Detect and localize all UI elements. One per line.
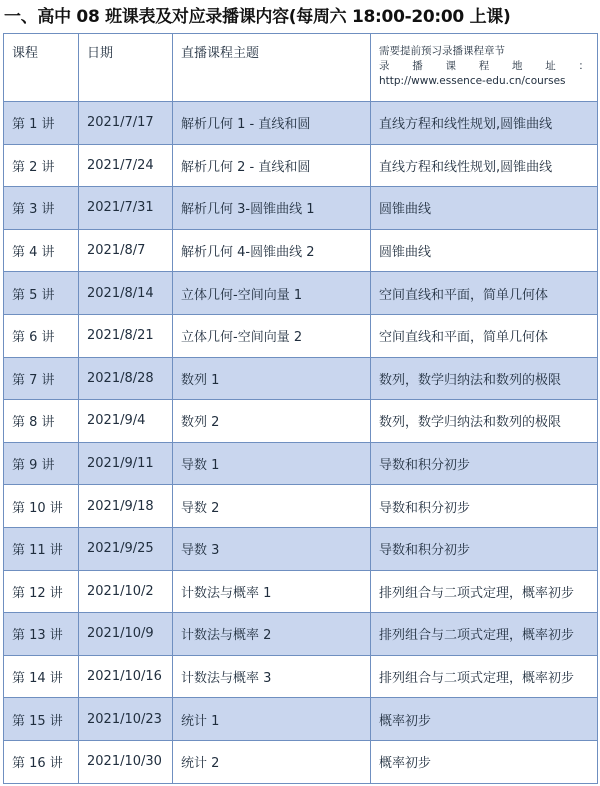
page-title: 一、高中 08 班课表及对应录播课内容(每周六 18:00-20:00 上课) bbox=[4, 7, 511, 27]
cell-date: 2021/10/2 bbox=[79, 570, 173, 613]
cell-date: 2021/7/17 bbox=[79, 102, 173, 145]
cell-recorded: 导数和积分初步 bbox=[371, 527, 598, 570]
cell-topic: 导数 2 bbox=[173, 485, 371, 528]
table-row bbox=[4, 698, 598, 741]
table-row bbox=[4, 144, 598, 187]
cell-lesson: 第 10 讲 bbox=[4, 485, 79, 528]
table-row bbox=[4, 527, 598, 570]
cell-topic: 立体几何-空间向量 2 bbox=[173, 314, 371, 357]
cell-recorded: 空间直线和平面，简单几何体 bbox=[371, 272, 598, 315]
header-topic: 直播课程主题 bbox=[173, 34, 371, 102]
cell-date: 2021/10/23 bbox=[79, 698, 173, 741]
cell-topic: 解析几何 1 - 直线和圆 bbox=[173, 102, 371, 145]
cell-lesson: 第 5 讲 bbox=[4, 272, 79, 315]
cell-date: 2021/9/25 bbox=[79, 527, 173, 570]
cell-date: 2021/7/31 bbox=[79, 187, 173, 230]
cell-recorded: 直线方程和线性规划,圆锥曲线 bbox=[371, 144, 598, 187]
cell-recorded: 直线方程和线性规划,圆锥曲线 bbox=[371, 102, 598, 145]
cell-lesson: 第 16 讲 bbox=[4, 740, 79, 783]
cell-lesson: 第 3 讲 bbox=[4, 187, 79, 230]
cell-lesson: 第 13 讲 bbox=[4, 613, 79, 656]
cell-topic: 立体几何-空间向量 1 bbox=[173, 272, 371, 315]
cell-lesson: 第 14 讲 bbox=[4, 655, 79, 698]
table-row bbox=[4, 613, 598, 656]
cell-date: 2021/9/18 bbox=[79, 485, 173, 528]
header-recorded-line1: 需要提前预习录播课程章节 bbox=[379, 45, 505, 57]
header-date: 日期 bbox=[79, 34, 173, 102]
courses-url: http://www.essence-edu.cn/courses bbox=[379, 75, 566, 87]
table-row bbox=[4, 570, 598, 613]
cell-topic: 导数 3 bbox=[173, 527, 371, 570]
header-recorded-line2 bbox=[379, 59, 597, 74]
cell-date: 2021/10/16 bbox=[79, 655, 173, 698]
cell-lesson: 第 4 讲 bbox=[4, 229, 79, 272]
cell-recorded: 空间直线和平面，简单几何体 bbox=[371, 314, 598, 357]
table-row bbox=[4, 187, 598, 230]
cell-topic: 计数法与概率 2 bbox=[173, 613, 371, 656]
cell-recorded: 导数和积分初步 bbox=[371, 442, 598, 485]
schedule-table bbox=[3, 33, 598, 784]
cell-topic: 计数法与概率 3 bbox=[173, 655, 371, 698]
cell-date: 2021/8/21 bbox=[79, 314, 173, 357]
cell-recorded: 数列，数学归纳法和数列的极限 bbox=[371, 400, 598, 443]
header-recorded bbox=[371, 34, 598, 102]
cell-recorded: 导数和积分初步 bbox=[371, 485, 598, 528]
table-row bbox=[4, 442, 598, 485]
cell-recorded: 数列，数学归纳法和数列的极限 bbox=[371, 357, 598, 400]
cell-recorded: 概率初步 bbox=[371, 740, 598, 783]
cell-date: 2021/10/30 bbox=[79, 740, 173, 783]
table-row bbox=[4, 400, 598, 443]
cell-recorded: 圆锥曲线 bbox=[371, 229, 598, 272]
table-row bbox=[4, 102, 598, 145]
cell-topic: 计数法与概率 1 bbox=[173, 570, 371, 613]
header-char: 播 bbox=[412, 60, 423, 72]
cell-lesson: 第 1 讲 bbox=[4, 102, 79, 145]
cell-recorded: 圆锥曲线 bbox=[371, 187, 598, 230]
table-row bbox=[4, 357, 598, 400]
cell-date: 2021/7/24 bbox=[79, 144, 173, 187]
cell-topic: 数列 1 bbox=[173, 357, 371, 400]
header-char: 地 bbox=[512, 60, 523, 72]
cell-lesson: 第 12 讲 bbox=[4, 570, 79, 613]
table-row bbox=[4, 314, 598, 357]
cell-date: 2021/10/9 bbox=[79, 613, 173, 656]
header-char: 址 bbox=[545, 60, 556, 72]
table-row bbox=[4, 655, 598, 698]
header-lesson: 课程 bbox=[4, 34, 79, 102]
cell-recorded: 概率初步 bbox=[371, 698, 598, 741]
cell-recorded: 排列组合与二项式定理，概率初步 bbox=[371, 655, 598, 698]
cell-lesson: 第 15 讲 bbox=[4, 698, 79, 741]
header-char: 程 bbox=[478, 60, 490, 72]
cell-date: 2021/8/14 bbox=[79, 272, 173, 315]
header-char: ： bbox=[578, 60, 589, 72]
cell-lesson: 第 7 讲 bbox=[4, 357, 79, 400]
cell-date: 2021/8/7 bbox=[79, 229, 173, 272]
cell-lesson: 第 11 讲 bbox=[4, 527, 79, 570]
header-char: 课 bbox=[445, 60, 456, 72]
cell-date: 2021/8/28 bbox=[79, 357, 173, 400]
cell-lesson: 第 8 讲 bbox=[4, 400, 79, 443]
cell-topic: 导数 1 bbox=[173, 442, 371, 485]
cell-topic: 统计 1 bbox=[173, 698, 371, 741]
table-row bbox=[4, 740, 598, 783]
cell-topic: 统计 2 bbox=[173, 740, 371, 783]
cell-recorded: 排列组合与二项式定理，概率初步 bbox=[371, 570, 598, 613]
cell-topic: 解析几何 3-圆锥曲线 1 bbox=[173, 187, 371, 230]
cell-topic: 解析几何 2 - 直线和圆 bbox=[173, 144, 371, 187]
cell-date: 2021/9/11 bbox=[79, 442, 173, 485]
cell-topic: 数列 2 bbox=[173, 400, 371, 443]
table-row bbox=[4, 272, 598, 315]
table-row bbox=[4, 485, 598, 528]
cell-date: 2021/9/4 bbox=[79, 400, 173, 443]
table-body bbox=[4, 102, 598, 784]
header-char: 录 bbox=[379, 60, 390, 72]
cell-recorded: 排列组合与二项式定理，概率初步 bbox=[371, 613, 598, 656]
table-row bbox=[4, 229, 598, 272]
table-header-row bbox=[4, 34, 598, 102]
cell-lesson: 第 2 讲 bbox=[4, 144, 79, 187]
cell-lesson: 第 9 讲 bbox=[4, 442, 79, 485]
cell-topic: 解析几何 4-圆锥曲线 2 bbox=[173, 229, 371, 272]
cell-lesson: 第 6 讲 bbox=[4, 314, 79, 357]
